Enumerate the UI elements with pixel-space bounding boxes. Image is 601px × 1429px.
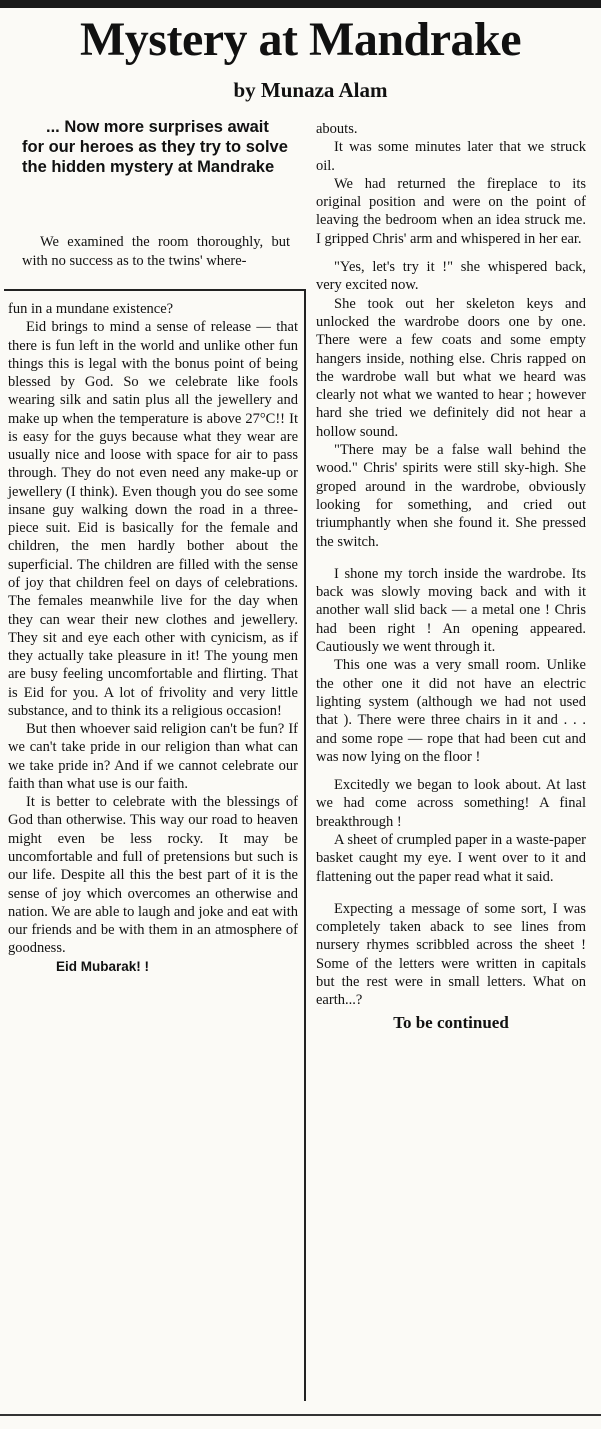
byline: by Munaza Alam — [233, 78, 388, 102]
story-column-1 — [22, 233, 290, 270]
standfirst: ... Now more surprises await for our heroes as they try to solve the hidden mystery at Mandrake — [22, 118, 288, 176]
eid-paragraph: Eid brings to mind a sense of release — that there is fun left in the world and unlike other fun things this is legal with the bonus point of being blessed by God. So we celebrate like fools wearing silk and satin plus all the jewellery and make up when the temperature is above 27°C!! It is easy for the guys because what they wear are usually nice and loose with space for air to pass through. They do not even need any make-up or jewellery (I think). Even though you do see some insane guy walking down the road in a three-piece suit. Eid is basically for the female and children, the men hardly bother about the superficial. The children are filled with the sense of joy that children feel on days of celebrations. The females meanwhile live for the day when they can wear their new clothes and jewellery. They sit and eye each other with cynicism, as if they actually take pleasure in it! The young men are busy feeling uncomfortable and flirting. That is Eid for you. A lot of frivolity and very little substance, and to think its a religious occasion! — [8, 319, 298, 719]
story-paragraph: It was some minutes later that we struck oil. — [316, 139, 586, 174]
to-be-continued: To be continued — [393, 1012, 509, 1032]
story-paragraph: abouts. — [316, 121, 358, 137]
story-paragraph: This one was a very small room. Unlike the other one it did not have an electric lighting system (although we had not used that ). There were three chairs in it and . . . and some rope — rope that had been cut and was now lying on the floor ! — [316, 657, 586, 765]
headline: Mystery at Mandrake — [79, 13, 522, 66]
story-paragraph: We had returned the fireplace to its original position and were on the point of leaving the bedroom when an idea struck me. I gripped Chris' arm and whispered in her ear. — [316, 175, 586, 247]
story-paragraph: "Yes, let's try it !" she whispered back, very excited now. — [316, 259, 586, 294]
story-paragraph: Excitedly we began to look about. At last we had come across something! A final breakthrough ! — [316, 777, 586, 830]
story-paragraph: "There may be a false wall behind the wood." Chris' spirits were still sky-high. She groped around in the wardrobe, obviously looking for something, and cried out triumphantly when she found it. She pressed the switch. — [316, 442, 586, 550]
story-paragraph: A sheet of crumpled paper in a waste-paper basket caught my eye. I went over to it and flattening out the paper read what it said. — [316, 831, 586, 885]
eid-paragraph: fun in a mundane existence? — [8, 301, 174, 317]
bottom-rule — [0, 1414, 601, 1416]
eid-paragraph: It is better to celebrate with the blessings of God than otherwise. This way our road to heaven might even be less rocky. It may be uncomfortable and full of pretensions but such is our life. Despite all this the best part of it is the sense of joy which overcomes an otherwise and nation. We are able to laugh and joke and eat with our friends and be with them in an atmosphere of goodness. — [8, 794, 298, 957]
story-paragraph: Expecting a message of some sort, I was completely taken aback to see lines from nursery rhymes scribbled across the sheet ! Some of the letters were written in capitals but the rest were in small letters. What on earth...? — [316, 900, 586, 1009]
eid-article-text — [8, 300, 298, 976]
story-column-2 — [316, 120, 586, 1051]
eid-signoff: Eid Mubarak! ! — [56, 958, 150, 974]
story-paragraph: I shone my torch inside the wardrobe. Its back was slowly moving back and with it another wall slid back — a metal one ! Chris had been right ! An opening appeared. Cautiously we went through it. — [316, 565, 586, 656]
top-rule — [0, 0, 601, 8]
story-paragraph: We examined the room thoroughly, but with no success as to the twins' where- — [22, 234, 290, 269]
eid-paragraph: But then whoever said religion can't be fun? If we can't take pride in our religion than what can we take pride in? And if we cannot celebrate our faith than what use is our faith. — [8, 721, 298, 792]
story-paragraph: She took out her skeleton keys and unlocked the wardrobe doors one by one. There were a few coats and some empty hangers inside, nothing else. Chris rapped on the wardrobe wall but what we heard was clearly not what we wanted to hear ; however hard she tried we definitely did not hear a hollow sound. — [316, 295, 586, 440]
